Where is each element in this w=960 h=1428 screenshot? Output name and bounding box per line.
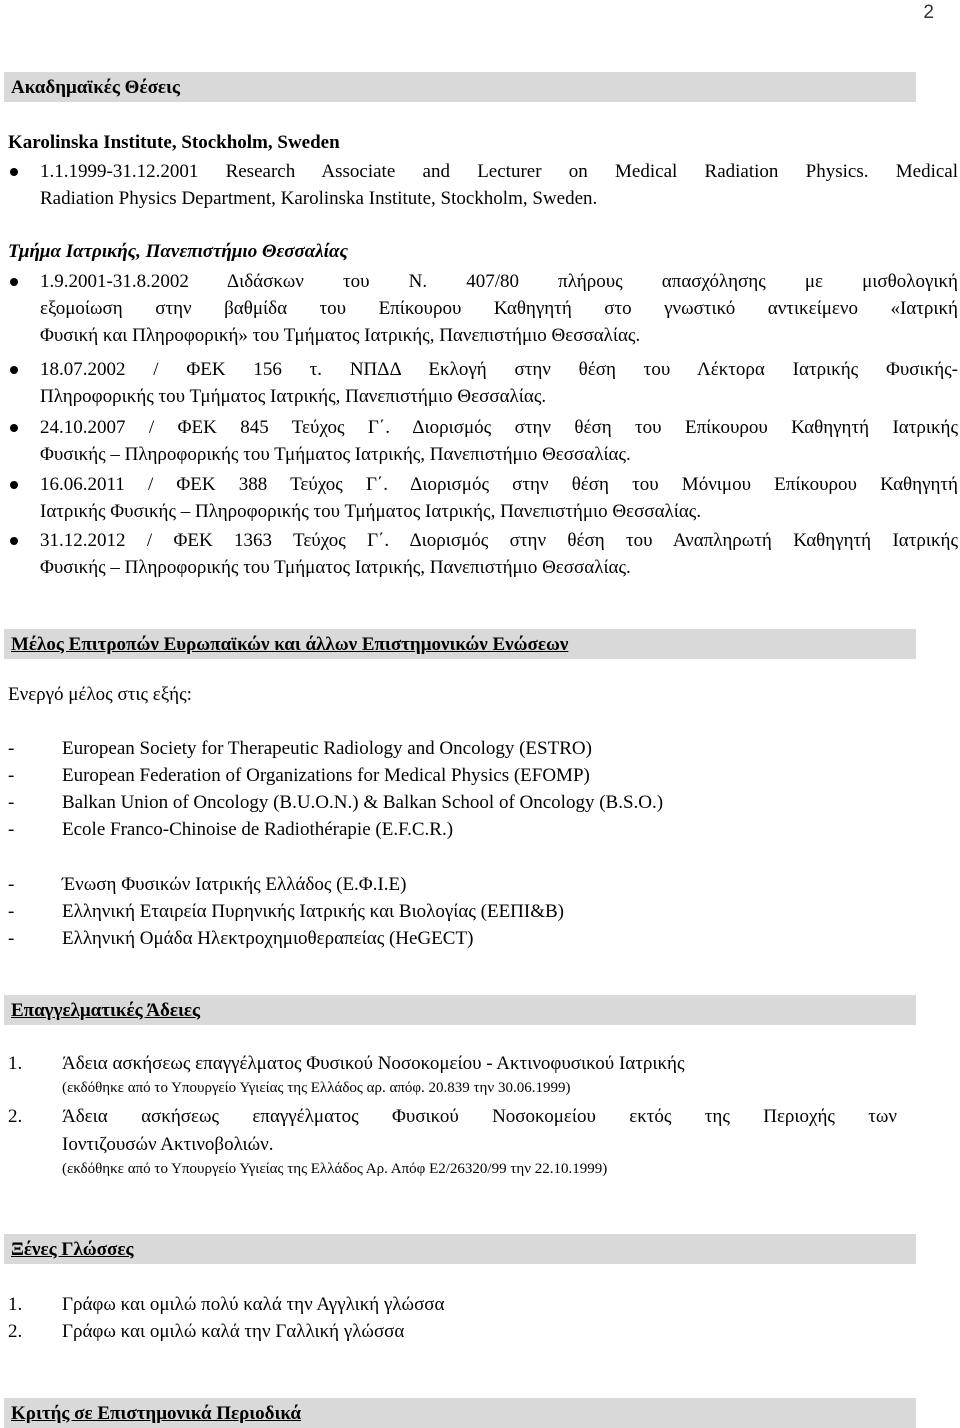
language-item: Γράφω και ομιλώ καλά την Γαλλική γλώσσα	[62, 1321, 405, 1342]
karolinska-item-line1: 1.1.1999-31.12.2001 Research Associate and Lecturer on Medical Radiation Physics. Medical	[40, 161, 958, 182]
thessaly-item-5-line2: Φυσικής – Πληροφορικής του Τμήματος Ιατρικής, Πανεπιστήμιο Θεσσαλίας.	[40, 557, 631, 578]
thessaly-item-2-line1: 18.07.2002 / ΦΕΚ 156 τ. ΝΠΔΔ Εκλογή στην θέση του Λέκτορα Ιατρικής Φυσικής-	[40, 359, 958, 380]
language-item: Γράφω και ομιλώ πολύ καλά την Αγγλική γλώσσα	[62, 1294, 445, 1315]
committee-item: European Society for Therapeutic Radiology and Oncology (ESTRO)	[62, 738, 592, 759]
karolinska-heading: Karolinska Institute, Stockholm, Sweden	[8, 132, 340, 153]
license-number: 1.	[8, 1053, 23, 1074]
thessaly-item-3-line1: 24.10.2007 / ΦΕΚ 845 Τεύχος Γ΄. Διορισμός στην θέση του Επίκουρου Καθηγητή Ιατρικής	[40, 417, 958, 438]
thessaly-item-2-line2: Πληροφορικής του Τμήματος Ιατρικής, Πανεπιστήμιο Θεσσαλίας.	[40, 386, 547, 407]
section-title-licenses: Επαγγελματικές Άδειες	[11, 1000, 201, 1021]
bullet-icon	[10, 537, 18, 545]
thessaly-item-1-line1: 1.9.2001-31.8.2002 Διδάσκων του Ν. 407/80 πλήρους απασχόλησης με μισθολογική	[40, 271, 958, 292]
list-dash: -	[8, 874, 15, 895]
committee-item: Ελληνική Ομάδα Ηλεκτροχημιοθεραπείας (HeGECT)	[62, 928, 474, 949]
language-number: 1.	[8, 1294, 23, 1315]
bullet-icon	[10, 366, 18, 374]
list-dash: -	[8, 928, 15, 949]
committees-intro: Ενεργό μέλος στις εξής:	[8, 684, 192, 705]
language-number: 2.	[8, 1321, 23, 1342]
thessaly-item-4-line1: 16.06.2011 / ΦΕΚ 388 Τεύχος Γ΄. Διορισμός στην θέση του Μόνιμου Επίκουρου Καθηγητή	[40, 474, 958, 495]
thessaly-item-3-line2: Φυσικής – Πληροφορικής του Τμήματος Ιατρικής, Πανεπιστήμιο Θεσσαλίας.	[40, 444, 631, 465]
license-note-1: (εκδόθηκε από το Υπουργείο Υγιείας της Ελλάδος αρ. απόφ. 20.839 την 30.06.1999)	[62, 1080, 571, 1096]
bullet-icon	[10, 424, 18, 432]
section-band-reviewer	[4, 1398, 916, 1428]
list-dash: -	[8, 792, 15, 813]
karolinska-item-line2: Radiation Physics Department, Karolinska Institute, Stockholm, Sweden.	[40, 188, 598, 209]
list-dash: -	[8, 819, 15, 840]
committee-item: European Federation of Organizations for Medical Physics (EFOMP)	[62, 765, 590, 786]
committee-item: Ένωση Φυσικών Ιατρικής Ελλάδος (Ε.Φ.Ι.Ε)	[62, 874, 407, 895]
section-band-licenses	[4, 995, 916, 1025]
license-item-2-line2: Ιοντιζουσών Ακτινοβολιών.	[62, 1134, 274, 1155]
section-band-committees	[4, 629, 916, 659]
list-dash: -	[8, 765, 15, 786]
license-item-1: Άδεια ασκήσεως επαγγέλματος Φυσικού Νοσοκομείου - Ακτινοφυσικού Ιατρικής	[62, 1053, 685, 1074]
bullet-icon	[10, 168, 18, 176]
committee-item: Ecole Franco-Chinoise de Radiothérapie (E.F.C.R.)	[62, 819, 454, 840]
license-number: 2.	[8, 1106, 23, 1127]
section-band-languages	[4, 1234, 916, 1264]
list-dash: -	[8, 901, 15, 922]
committee-item: Ελληνική Εταιρεία Πυρηνικής Ιατρικής και Βιολογίας (ΕΕΠΙ&Β)	[62, 901, 564, 922]
page-number: 2	[923, 2, 934, 23]
bullet-icon	[10, 481, 18, 489]
section-title-languages: Ξένες Γλώσσες	[11, 1239, 134, 1260]
thessaly-heading: Τμήμα Ιατρικής, Πανεπιστήμιο Θεσσαλίας	[8, 241, 348, 262]
section-title-committees: Μέλος Επιτροπών Ευρωπαϊκών και άλλων Επιστημονικών Ενώσεων	[11, 634, 569, 655]
thessaly-item-1-line3: Φυσική και Πληροφορική» του Τμήματος Ιατρικής, Πανεπιστήμιο Θεσσαλίας.	[40, 325, 641, 346]
committee-item: Balkan Union of Oncology (B.U.O.N.) & Balkan School of Oncology (B.S.O.)	[62, 792, 664, 813]
section-title-reviewer: Κριτής σε Επιστημονικά Περιοδικά	[11, 1403, 302, 1424]
thessaly-item-5-line1: 31.12.2012 / ΦΕΚ 1363 Τεύχος Γ΄. Διορισμός στην θέση του Αναπληρωτή Καθηγητή Ιατρικής	[40, 530, 958, 551]
list-dash: -	[8, 738, 15, 759]
bullet-icon	[10, 278, 18, 286]
license-item-2-line1: Άδεια ασκήσεως επαγγέλματος Φυσικού Νοσοκομείου εκτός της Περιοχής των	[62, 1106, 897, 1127]
section-band-academic	[4, 72, 916, 102]
license-note-2: (εκδόθηκε από το Υπουργείο Υγιείας της Ελλάδος Αρ. Απόφ Ε2/26320/99 την 22.10.1999)	[62, 1161, 608, 1177]
thessaly-item-4-line2: Ιατρικής Φυσικής – Πληροφορικής του Τμήματος Ιατρικής, Πανεπιστήμιο Θεσσαλίας.	[40, 501, 702, 522]
thessaly-item-1-line2: εξομοίωση στην βαθμίδα του Επίκουρου Καθηγητή στο γνωστικό αντικείμενο «Ιατρική	[40, 298, 958, 319]
section-title-academic: Ακαδημαϊκές Θέσεις	[11, 77, 180, 98]
